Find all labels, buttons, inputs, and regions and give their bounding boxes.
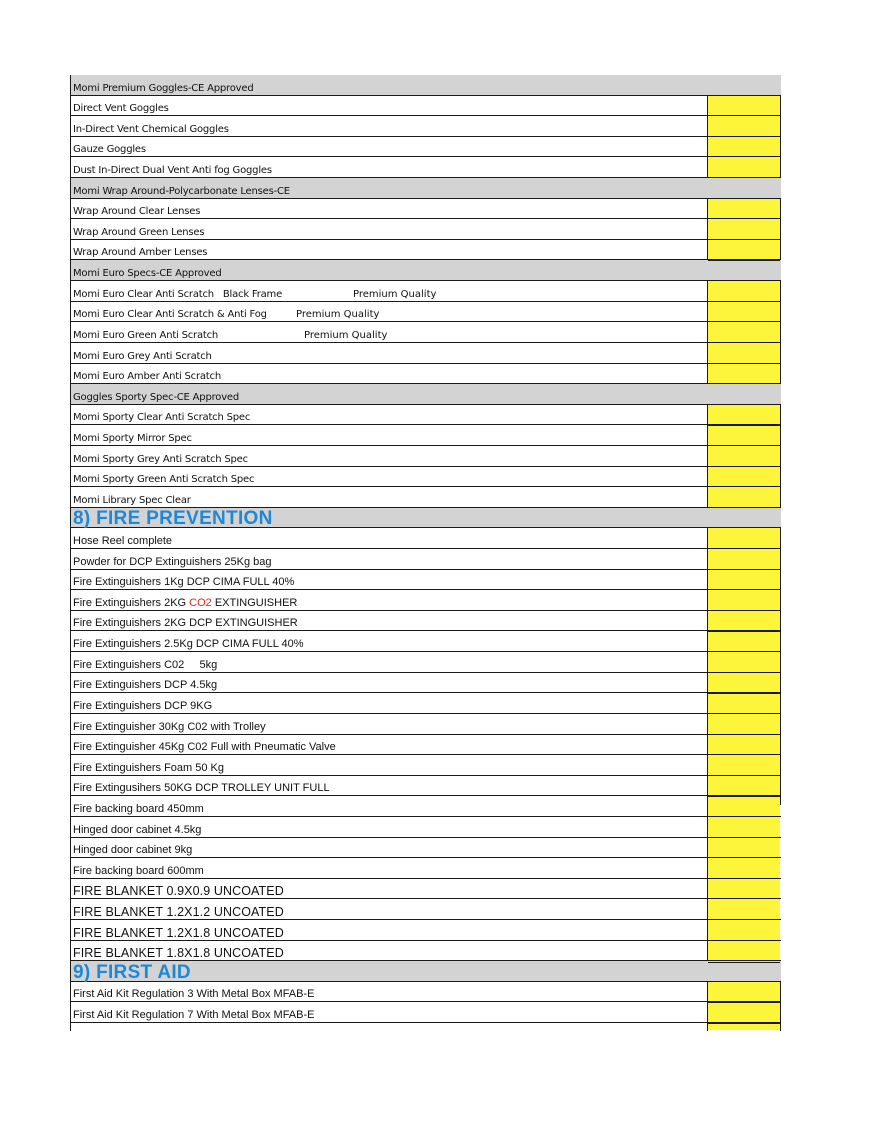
- price-cell[interactable]: [708, 529, 780, 550]
- row-label: Momi Premium Goggles-CE Approved: [73, 82, 254, 94]
- quality-note: Premium Quality: [304, 329, 388, 341]
- table-row: [71, 570, 781, 591]
- price-cell[interactable]: [708, 343, 780, 364]
- row-label: Hose Reel complete: [73, 535, 173, 548]
- section-row: [71, 384, 781, 405]
- price-cell[interactable]: [708, 281, 780, 302]
- table-row: [71, 96, 781, 117]
- price-cell[interactable]: [708, 137, 780, 158]
- row-label: Fire Extinguishers C02 5kg: [73, 658, 218, 671]
- price-cell[interactable]: [708, 467, 780, 488]
- row-label: Fire Extinguisher 45Kg C02 Full with Pneumatic Valve: [73, 741, 336, 754]
- table-row: [71, 838, 781, 859]
- price-cell[interactable]: [708, 178, 780, 199]
- price-cell[interactable]: [708, 261, 780, 282]
- row-label: In-Direct Vent Chemical Goggles: [73, 123, 229, 135]
- price-cell[interactable]: [708, 982, 780, 1003]
- table-row: [71, 487, 781, 508]
- row-label: Momi Sporty Green Anti Scratch Spec: [73, 474, 255, 486]
- table-row: [71, 673, 781, 694]
- table-row: [71, 652, 781, 673]
- table-row: [71, 364, 781, 385]
- quality-note: Premium Quality: [353, 288, 437, 300]
- table-row: [71, 467, 781, 488]
- row-label: FIRE BLANKET 1.2X1.8 UNCOATED: [73, 925, 284, 940]
- table-row: [71, 116, 781, 137]
- row-label: Powder for DCP Extinguishers 25Kg bag: [73, 555, 272, 568]
- row-label: Dust In-Direct Dual Vent Anti fog Goggles: [73, 165, 272, 177]
- row-label: Fire Extinguishers DCP 9KG: [73, 699, 213, 712]
- co2-highlight: CO2: [189, 596, 212, 609]
- table-row: [71, 982, 781, 1003]
- price-cell[interactable]: [708, 694, 780, 715]
- row-label: Momi Wrap Around-Polycarbonate Lenses-CE: [73, 185, 290, 197]
- table-row: [71, 302, 781, 323]
- price-cell[interactable]: [708, 591, 780, 612]
- price-cell[interactable]: [708, 755, 780, 776]
- price-cell[interactable]: [708, 75, 780, 96]
- table-row: [71, 817, 781, 838]
- category-heading-row: [71, 961, 781, 982]
- price-cell[interactable]: [708, 797, 780, 818]
- table-row: [71, 199, 781, 220]
- price-cell[interactable]: [708, 632, 780, 653]
- table-row: [71, 343, 781, 364]
- price-cell[interactable]: [708, 941, 780, 962]
- table-row: [71, 446, 781, 467]
- table-row: [71, 405, 781, 426]
- table-row: [71, 879, 781, 900]
- price-cell[interactable]: [708, 240, 780, 261]
- price-cell[interactable]: [708, 859, 780, 880]
- table-row: [71, 425, 781, 446]
- price-cell[interactable]: [708, 96, 780, 117]
- row-label: Momi Sporty Clear Anti Scratch Spec: [73, 412, 251, 424]
- row-label: Fire Extinguishers 1Kg DCP CIMA FULL 40%: [73, 576, 295, 589]
- price-cell[interactable]: [708, 838, 780, 859]
- row-label: FIRE BLANKET 1.2X1.2 UNCOATED: [73, 904, 284, 919]
- category-heading: 8) FIRE PREVENTION: [73, 508, 273, 530]
- table-row: [71, 322, 781, 343]
- row-label: Fire Extinguishers 2KG DCP EXTINGUISHER: [73, 617, 298, 630]
- price-cell[interactable]: [708, 900, 780, 921]
- price-cell[interactable]: [708, 879, 780, 900]
- table-row: [71, 693, 781, 714]
- section-row: [71, 75, 781, 96]
- price-cell[interactable]: [708, 116, 780, 137]
- row-label: Wrap Around Clear Lenses: [73, 206, 201, 218]
- row-label: Fire backing board 450mm: [73, 802, 204, 815]
- row-label: FIRE BLANKET 1.8X1.8 UNCOATED: [73, 946, 284, 961]
- row-label: Momi Euro Clear Anti Scratch & Anti Fog: [73, 309, 267, 321]
- table-row: [71, 920, 781, 941]
- table-row: [71, 1002, 781, 1023]
- row-label: Fire Extinguishers Foam 50 Kg: [73, 761, 225, 774]
- table-row: [71, 240, 781, 261]
- table-row: [71, 549, 781, 570]
- row-label: Fire backing board 600mm: [73, 864, 204, 877]
- category-heading-row: [71, 508, 781, 529]
- price-cell[interactable]: [708, 962, 780, 983]
- row-label: Fire Extingusihers 50KG DCP TROLLEY UNIT FULL: [73, 782, 330, 795]
- row-label: Direct Vent Goggles: [73, 103, 169, 115]
- price-cell[interactable]: [708, 570, 780, 591]
- price-cell[interactable]: [708, 1003, 780, 1024]
- row-label: Momi Euro Amber Anti Scratch: [73, 371, 221, 383]
- row-label: First Aid Kit Regulation 3 With Metal Box MFAB-E: [73, 988, 315, 1001]
- row-label: Momi Library Spec Clear: [73, 494, 191, 506]
- section-row: [71, 260, 781, 281]
- table-row: [71, 714, 781, 735]
- table-row: [71, 755, 781, 776]
- table-row: [71, 796, 781, 817]
- price-cell[interactable]: [708, 426, 780, 447]
- row-label: Fire Extinguisher 30Kg C02 with Trolley: [73, 720, 266, 733]
- table-row: [71, 137, 781, 158]
- table-row: [71, 899, 781, 920]
- table-row: [71, 735, 781, 756]
- row-label: Fire Extinguishers DCP 4.5kg: [73, 679, 218, 692]
- row-label: FIRE BLANKET 0.9X0.9 UNCOATED: [73, 884, 284, 899]
- row-label-part: Fire Extinguishers 2KG: [73, 596, 190, 609]
- table-row: [71, 281, 781, 302]
- table-row: [71, 157, 781, 178]
- table-row: [71, 611, 781, 632]
- row-label: Momi Sporty Mirror Spec: [73, 432, 192, 444]
- price-cell[interactable]: [708, 920, 780, 941]
- price-cell[interactable]: [708, 219, 780, 240]
- price-cell[interactable]: [708, 405, 780, 426]
- row-label: Momi Sporty Grey Anti Scratch Spec: [73, 453, 248, 465]
- row-label: Wrap Around Amber Lenses: [73, 247, 208, 259]
- row-label: Fire Extinguishers 2.5Kg DCP CIMA FULL 40%: [73, 638, 304, 651]
- row-label: Wrap Around Green Lenses: [73, 226, 205, 238]
- row-label: Gauze Goggles: [73, 144, 146, 156]
- table-row: [71, 219, 781, 240]
- quality-note: Premium Quality: [296, 309, 380, 321]
- price-cell[interactable]: [708, 549, 780, 570]
- row-label: Momi Euro Specs-CE Approved: [73, 268, 222, 280]
- price-cell[interactable]: [708, 714, 780, 735]
- price-cell[interactable]: [708, 673, 780, 694]
- price-cell[interactable]: [708, 776, 780, 797]
- row-label: Goggles Sporty Spec-CE Approved: [73, 391, 240, 403]
- price-cell[interactable]: [708, 817, 780, 838]
- row-label: Hinged door cabinet 9kg: [73, 844, 193, 857]
- price-cell[interactable]: [708, 302, 780, 323]
- price-cell[interactable]: [708, 322, 780, 343]
- product-table: [71, 75, 781, 1023]
- table-row: [71, 631, 781, 652]
- table-row: [71, 776, 781, 797]
- row-label: Hinged door cabinet 4.5kg: [73, 823, 202, 836]
- price-cell[interactable]: [708, 611, 780, 632]
- row-label: Momi Euro Clear Anti Scratch Black Frame: [73, 288, 283, 300]
- price-cell[interactable]: [708, 364, 780, 385]
- price-cell[interactable]: [708, 157, 780, 178]
- table-row: [71, 941, 781, 962]
- price-cell[interactable]: [708, 508, 780, 529]
- category-heading: 9) FIRST AID: [73, 961, 191, 983]
- price-cell[interactable]: [708, 487, 780, 508]
- price-cell[interactable]: [708, 446, 780, 467]
- table-row: [71, 590, 781, 611]
- section-row: [71, 178, 781, 199]
- row-label: Momi Euro Grey Anti Scratch: [73, 350, 212, 362]
- row-label: First Aid Kit Regulation 7 With Metal Box MFAB-E: [73, 1009, 315, 1022]
- row-label: [73, 597, 297, 610]
- row-label-part: EXTINGUISHER: [211, 596, 298, 609]
- price-cell[interactable]: [708, 652, 780, 673]
- row-label: Momi Euro Green Anti Scratch: [73, 329, 219, 341]
- price-cell[interactable]: [708, 384, 780, 405]
- table-row: [71, 528, 781, 549]
- price-cell[interactable]: [708, 735, 780, 756]
- price-cell[interactable]: [708, 199, 780, 220]
- table-row: [71, 858, 781, 879]
